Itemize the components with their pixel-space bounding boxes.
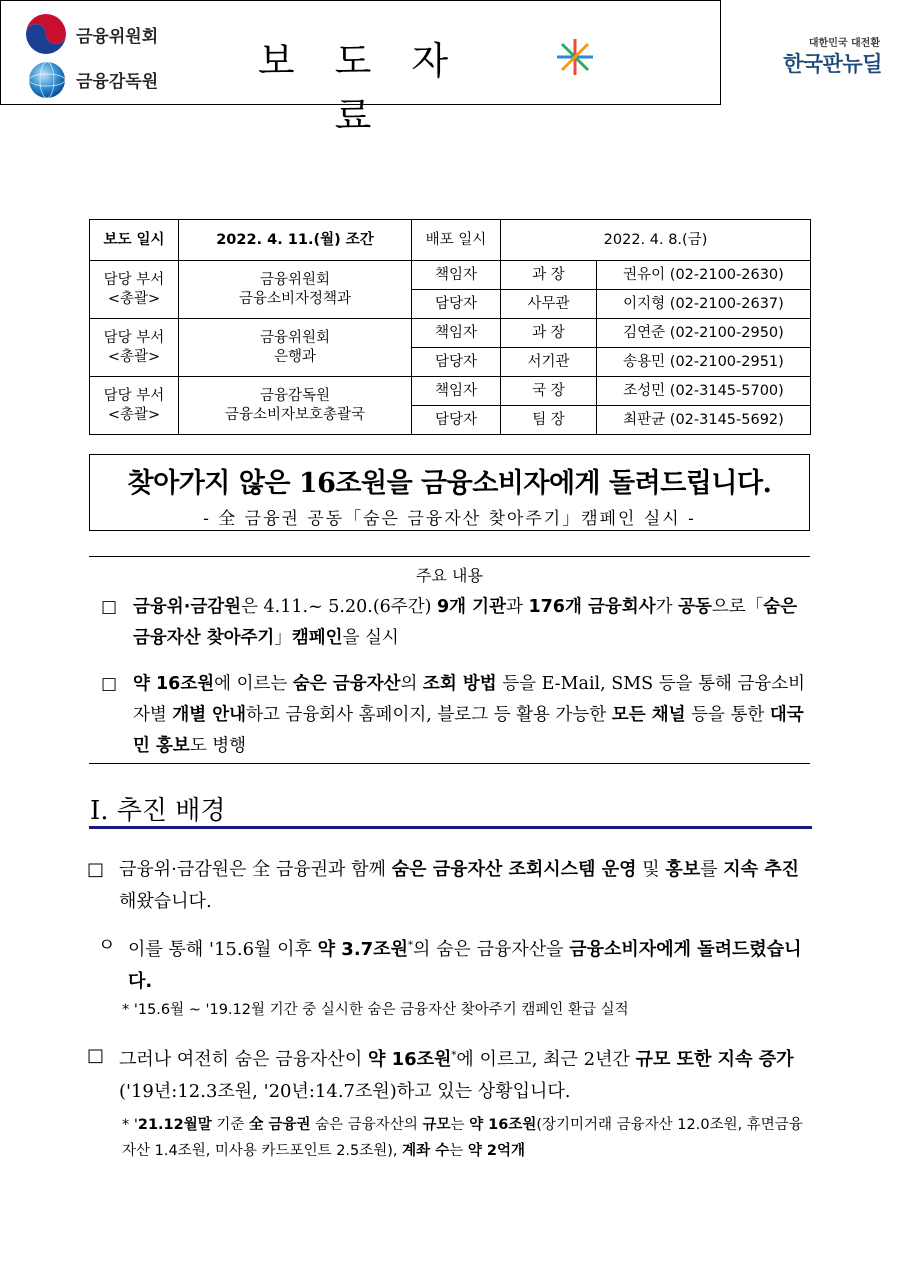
contact-cell: 최판균 (02-3145-5692) — [597, 406, 811, 435]
org-cell: 금융위원회 금융소비자정책과 — [179, 261, 412, 319]
brand-tagline: 대한민국 대전환 — [808, 38, 880, 49]
contact-table — [89, 219, 811, 435]
section-title: Ⅰ. 추진 배경 — [90, 796, 226, 826]
dept-cell: 담당 부서 <총괄> — [90, 377, 179, 435]
contact-cell: 김연준 (02-2100-2950) — [597, 319, 811, 348]
title-cell: 과 장 — [501, 319, 597, 348]
checkbox-icon: □ — [87, 859, 105, 880]
dist-value: 2022. 4. 8.(금) — [501, 220, 811, 261]
headline: 찾아가지 않은 16조원을 금융소비자에게 돌려드립니다. — [127, 468, 772, 499]
paragraph-text: 이를 통해 '15.6월 이후 약 3.7조원*의 숨은 금융자산을 금융소비자에게 돌려드렸습니다. — [128, 939, 802, 992]
contact-cell: 권유이 (02-2100-2630) — [597, 261, 811, 290]
release-value: 2022. 4. 11.(월) 조간 — [179, 220, 412, 261]
org-cell: 금융위원회 은행과 — [179, 319, 412, 377]
paragraph — [98, 930, 815, 998]
summary-item — [101, 592, 813, 654]
contact-cell: 조성민 (02-3145-5700) — [597, 377, 811, 406]
doc-title: 보 도 자 료 — [257, 39, 463, 138]
subheadline: - 全 금융권 공동「숨은 금융자산 찾아주기」캠페인 실시 - — [203, 509, 696, 529]
paragraph-text: 그러나 여전히 숨은 금융자산이 약 16조원*에 이르고, 최근 2년간 규모 또한 지속 증가('19년:12.3조원, '20년:14.7조원)하고 있는 상황입니다. — [119, 1049, 794, 1102]
role-cell: 담당자 — [412, 348, 501, 377]
org-cell: 금융감독원 금융소비자보호총괄국 — [179, 377, 412, 435]
footnote — [122, 1112, 814, 1164]
divider — [89, 763, 810, 764]
brand-name: 한국판뉴딜 — [783, 52, 882, 76]
contact-cell: 이지형 (02-2100-2637) — [597, 290, 811, 319]
paragraph — [87, 854, 815, 918]
title-cell: 과 장 — [501, 261, 597, 290]
title-cell: 사무관 — [501, 290, 597, 319]
circle-bullet-icon: ㅇ — [98, 935, 116, 956]
role-cell: 담당자 — [412, 406, 501, 435]
dept-cell: 담당 부서 <총괄> — [90, 261, 179, 319]
org2-name: 금융감독원 — [76, 71, 159, 92]
globe-icon — [24, 58, 70, 100]
checkbox-icon: □ — [101, 597, 118, 617]
divider — [89, 556, 810, 557]
checkbox-icon: □ — [101, 674, 118, 694]
paragraph — [87, 1040, 815, 1108]
footnote-text: * '21.12월말 기준 全 금융권 숨은 금융자산의 규모는 약 16조원(장기미거래 금융자산 12.0조원, 휴면금융자산 1.4조원, 미사용 카드포인트 2.5조원), 계좌 수는 약 2억개 — [122, 1117, 803, 1159]
section-bar — [89, 826, 812, 829]
dist-label: 배포 일시 — [412, 220, 501, 261]
fss-logo — [24, 58, 158, 100]
title-cell: 국 장 — [501, 377, 597, 406]
release-label: 보도 일시 — [90, 220, 179, 261]
headline-box — [89, 454, 810, 531]
footnote: * '15.6월 ~ '19.12월 기간 중 실시한 숨은 금융자산 찾아주기 캠페인 환급 실적 — [122, 1002, 629, 1018]
taegeuk-icon — [22, 12, 70, 56]
press-header — [0, 0, 882, 138]
contact-cell: 송용민 (02-2100-2951) — [597, 348, 811, 377]
role-cell: 담당자 — [412, 290, 501, 319]
summary-item — [101, 669, 813, 762]
new-deal-icon — [555, 37, 595, 77]
summary-title: 주요 내용 — [416, 566, 483, 585]
role-cell: 책임자 — [412, 261, 501, 290]
role-cell: 책임자 — [412, 377, 501, 406]
summary-item-text: 금융위·금감원은 4.11.~ 5.20.(6주간) 9개 기관과 176개 금융회사가 공동으로「숨은 금융자산 찾아주기」캠페인을 실시 — [133, 597, 798, 648]
paragraph-text: 금융위·금감원은 全 금융권과 함께 숨은 금융자산 조회시스템 운영 및 홍보를 지속 추진해왔습니다. — [119, 859, 800, 912]
summary-item-text: 약 16조원에 이르는 숨은 금융자산의 조회 방법 등을 E-Mail, SMS 등을 통해 금융소비자별 개별 안내하고 금융회사 홈페이지, 블로그 등 활용 가능한 모든 채널 등을 통한 대국민 홍보도 병행 — [133, 674, 806, 756]
title-cell: 팀 장 — [501, 406, 597, 435]
org1-name: 금융위원회 — [76, 26, 159, 47]
role-cell: 책임자 — [412, 319, 501, 348]
fsc-logo — [22, 12, 158, 56]
title-cell: 서기관 — [501, 348, 597, 377]
checkbox-icon: □ — [87, 1045, 105, 1066]
dept-cell: 담당 부서 <총괄> — [90, 319, 179, 377]
